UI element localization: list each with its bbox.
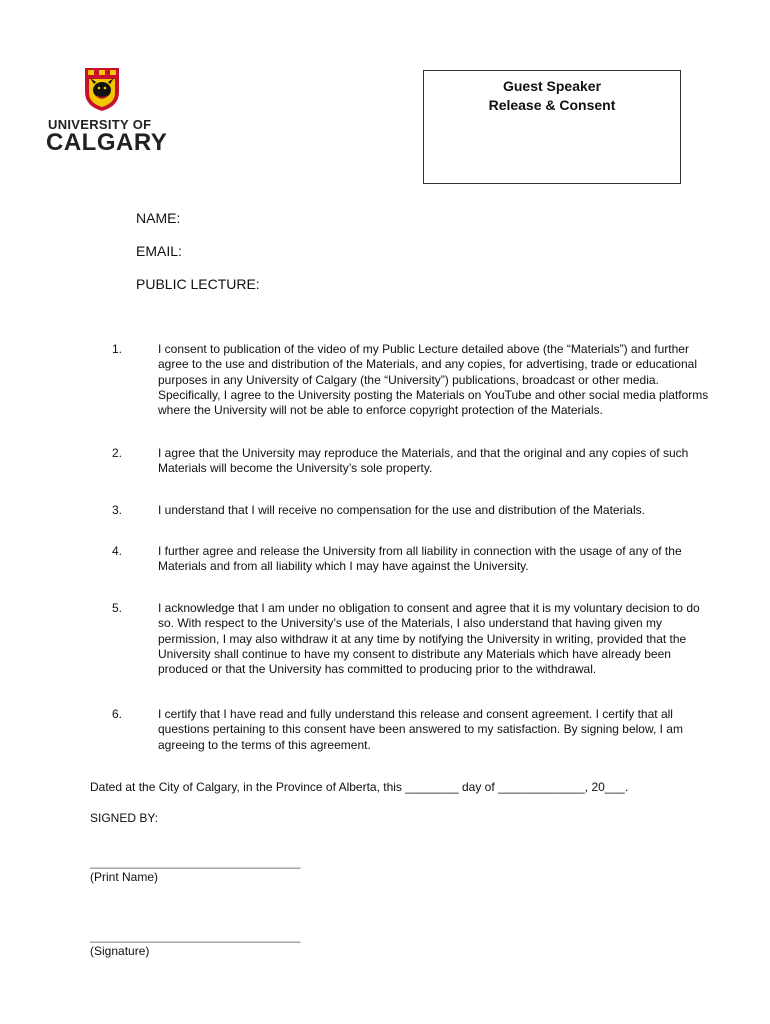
clause-text: I consent to publication of the video of my Public Lecture detailed above (the “Materials”) and further agree to the use and distribution of the Materials, and any copies, for advertising, trade or educational purposes in any University of Calgary (the “University”) publications, broadcast or other media. Specifically, I agree to the University posting the Materials on YouTube and other social media platforms where the University will not be able to enforce copyright protection of the Materials. bbox=[158, 342, 709, 418]
clause-text: I acknowledge that I am under no obligation to consent and agree that it is my voluntary decision to do so. With respect to the University’s use of the Materials, I also understand that having given my permission, I may also withdraw it at any time by notifying the University in writing, provided that the University shall continue to have my consent to distribute any Materials which have already been produced or that the University has committed to producing prior to the withdrawal. bbox=[158, 601, 700, 677]
clause-number: 5. bbox=[112, 601, 123, 615]
logo-wordmark-top: UNIVERSITY OF bbox=[48, 117, 152, 132]
crest-icon bbox=[83, 66, 121, 112]
logo-wordmark-bottom: CALGARY bbox=[46, 129, 168, 156]
name-field-label: NAME: bbox=[136, 210, 181, 226]
public-lecture-field-label: PUBLIC LECTURE: bbox=[136, 276, 260, 292]
clause-text: I certify that I have read and fully understand this release and consent agreement. I certify that all questions pertaining to this consent have been answered to my satisfaction. By signing below, I am agreeing to the terms of this agreement. bbox=[158, 707, 683, 752]
print-name-label: (Print Name) bbox=[90, 870, 159, 884]
title-box bbox=[423, 70, 681, 184]
title-line-2: Release & Consent bbox=[488, 97, 616, 113]
university-logo bbox=[46, 66, 168, 156]
title-line-1: Guest Speaker bbox=[502, 78, 602, 94]
signature-label: (Signature) bbox=[90, 944, 150, 958]
clause-number: 3. bbox=[112, 503, 123, 517]
print-name-line: __________________________________ bbox=[90, 855, 300, 869]
email-field-label: EMAIL: bbox=[136, 243, 182, 259]
signed-by-label: SIGNED BY: bbox=[90, 811, 159, 825]
signature-line: __________________________________ bbox=[90, 929, 300, 943]
clause-text: I further agree and release the University from all liability in connection with the usage of any of the Materials and from all liability which I may have against the University. bbox=[158, 544, 682, 574]
dated-line: Dated at the City of Calgary, in the Province of Alberta, this ________ day of _____________, 20___. bbox=[90, 780, 629, 794]
clause-text: I agree that the University may reproduce the Materials, and that the original and any copies of such Materials will become the University’s sole property. bbox=[158, 446, 689, 476]
clause-text: I understand that I will receive no compensation for the use and distribution of the Materials. bbox=[158, 503, 645, 517]
clause-number: 6. bbox=[112, 707, 123, 721]
clause-number: 4. bbox=[112, 544, 123, 558]
clause-number: 1. bbox=[112, 342, 123, 356]
clause-number: 2. bbox=[112, 446, 123, 460]
